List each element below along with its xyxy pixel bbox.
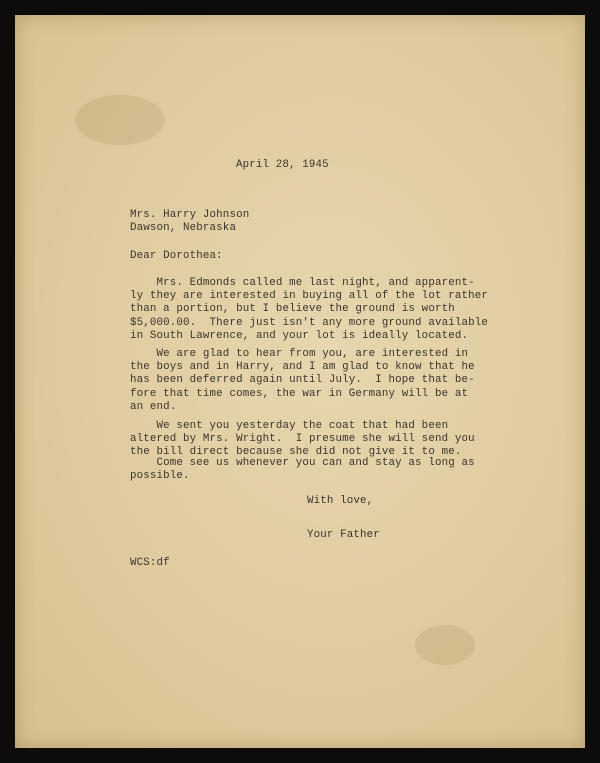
- line: an end.: [130, 400, 177, 413]
- line: has been deferred again until July. I hope that be-: [130, 374, 475, 387]
- line: possible.: [130, 470, 190, 483]
- recipient-name: Mrs. Harry Johnson: [130, 209, 250, 221]
- line: the boys and in Harry, and I am glad to know that he: [130, 361, 475, 374]
- line: than a portion, but I believe the ground is worth: [130, 303, 455, 316]
- line: Come see us whenever you can and stay as long as: [130, 457, 475, 469]
- line: $5,000.00. There just isn't any more ground available: [130, 316, 488, 329]
- typist-initials: WCS:df: [130, 557, 170, 569]
- paragraph-4: [130, 457, 475, 483]
- line: in South Lawrence, and your lot is ideally located.: [130, 329, 469, 342]
- letter-date: April 28, 1945: [236, 159, 329, 171]
- signature: Your Father: [307, 529, 380, 541]
- paragraph-2: [130, 348, 475, 414]
- line: the bill direct because she did not give it to me.: [130, 446, 462, 459]
- line: ly they are interested in buying all of the lot rather: [130, 290, 488, 303]
- recipient-location: Dawson, Nebraska: [130, 222, 237, 235]
- recipient-address: [130, 209, 249, 235]
- line: We are glad to hear from you, are interested in: [130, 348, 469, 360]
- salutation: Dear Dorothea:: [130, 250, 223, 262]
- line: fore that time comes, the war in Germany will be at: [130, 387, 469, 400]
- paper-stain: [75, 95, 165, 145]
- closing-block: [307, 493, 380, 544]
- paragraph-1: [130, 277, 488, 343]
- line: altered by Mrs. Wright. I presume she will send you: [130, 433, 475, 446]
- paper-stain: [415, 625, 475, 665]
- line: Mrs. Edmonds called me last night, and apparent-: [130, 277, 475, 289]
- line: We sent you yesterday the coat that had been: [130, 420, 449, 432]
- paragraph-3: [130, 420, 475, 460]
- closing: With love,: [307, 495, 374, 507]
